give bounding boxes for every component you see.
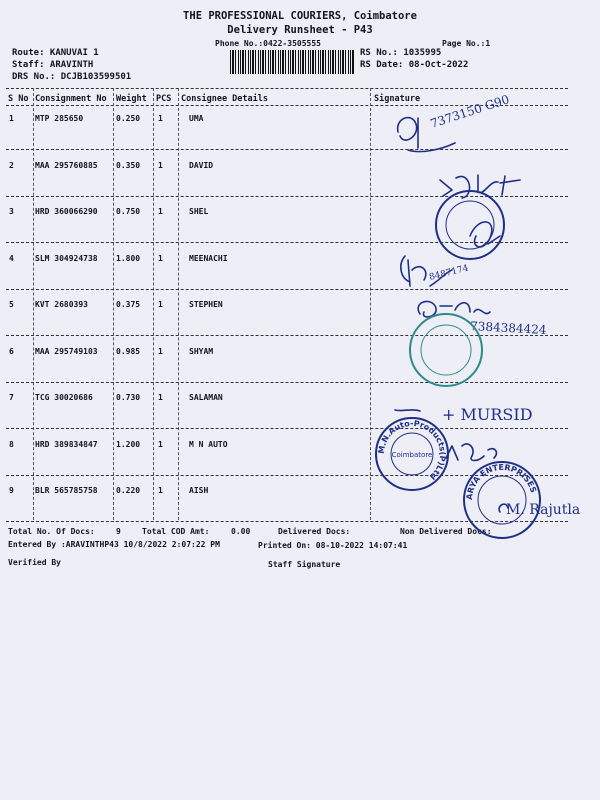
row-consignee: SHEL [189,207,209,216]
row-consignee: M N AUTO [189,439,228,449]
page-number: Page No.:1 [442,39,491,48]
row-pcs: 1 [158,300,163,309]
col-header-signature: Signature [374,94,421,104]
stamp-arya [464,462,540,538]
route: Route: KANUVAI 1 [12,48,99,58]
non-delivered-docs-label: Non Delivered Docs: [400,527,492,536]
row-pcs: 1 [158,207,163,216]
stamp-row-3 [436,191,504,259]
row-consignee: AISH [189,486,209,495]
company-name: THE PROFESSIONAL COURIERS, Coimbatore [183,10,417,22]
row-consignment-no: KVT 2680393 [35,300,88,309]
row-sno: 2 [9,160,14,170]
row-weight: 0.730 [116,393,141,402]
row-consignee: SALAMAN [189,393,223,402]
row-consignee: SHYAM [189,346,214,356]
row-consignment-no: MTP 285650 [35,114,84,123]
row-pcs: 1 [158,346,163,356]
row-sno: 4 [9,253,14,263]
row-sno: 3 [9,207,14,216]
row-sno: 9 [9,486,14,495]
row-weight: 0.220 [116,486,141,495]
row-pcs: 1 [158,393,163,402]
row-consignment-no: HRD 360066290 [35,207,98,216]
row-consignee: MEENACHI [189,253,228,263]
total-docs-label: Total No. Of Docs: [8,527,95,536]
col-header-sno: S No [8,94,29,104]
row-consignment-no: SLM 304924738 [35,253,98,263]
sig9-name-note: M. Rajutla [506,502,581,518]
row-consignee: DAVID [189,160,214,170]
staff: Staff: ARAVINTH [12,60,94,70]
row-consignment-no: BLR 565785758 [35,486,98,495]
row-pcs: 1 [158,486,163,495]
sig4-phone-note: 8487174 [428,263,470,283]
sig7-name-note: + MURSID [442,405,533,424]
row-sno: 7 [9,393,14,402]
col-header-weight: Weight [116,94,147,104]
stamp-mn-center-text: Coimbatore [391,451,433,459]
staff-signature-label: Staff Signature [268,560,341,569]
row-sno: 8 [9,439,14,449]
row-sno: 5 [9,300,14,309]
rs-number: RS No.: 1035995 [360,48,442,58]
entered-by: Entered By :ARAVINTHP43 10/8/2022 2:07:22 PM [8,540,220,549]
total-cod-label: Total COD Amt: [142,527,210,536]
row-pcs: 1 [158,114,163,123]
row-consignment-no: HRD 389834847 [35,439,98,449]
drs-number: DRS No.: DCJB103599501 [12,72,132,82]
signature-row-7 [395,410,420,411]
total-cod-value: 0.00 [231,527,251,536]
row-weight: 0.750 [116,207,141,216]
stamp-arya-ring-text: ARYA ENTERPRISES [464,462,538,501]
sig5-phone-note: 7384384424 [469,319,547,337]
verified-by: Verified By [8,558,61,567]
printed-on: Printed On: 08-10-2022 14:07:41 [258,541,408,550]
row-sno: 6 [9,346,14,356]
row-pcs: 1 [158,439,163,449]
row-consignment-no: MAA 295760885 [35,160,98,170]
col-header-consignment: Consignment No [35,94,107,104]
stamp-row-6 [410,314,482,386]
stamp-mn-ring-text: M.N.Auto-Products(P)Ltd [376,418,448,482]
signature-row-8 [446,444,496,461]
col-header-consignee: Consignee Details [181,94,268,104]
total-docs-value: 9 [116,527,121,536]
row-consignee: STEPHEN [189,300,223,309]
phone-number: Phone No.:0422-3505555 [215,39,321,48]
row-pcs: 1 [158,160,163,170]
row-consignment-no: TCG 30020686 [35,393,93,402]
row-weight: 1.800 [116,253,141,263]
stamp-mn-auto [376,418,448,490]
svg-text:ARYA ENTERPRISES [465,463,538,500]
row-weight: 0.350 [116,160,141,170]
sheet-title: Delivery Runsheet - P43 [227,24,373,36]
rs-date: RS Date: 08-Oct-2022 [360,60,469,70]
row-weight: 0.250 [116,114,141,123]
row-pcs: 1 [158,253,163,263]
row-weight: 1.200 [116,439,141,449]
row-consignee: UMA [189,114,204,123]
signature-row-2 [440,175,520,198]
delivered-docs-label: Delivered Docs: [278,527,351,536]
col-header-pcs: PCS [156,94,172,104]
row-sno: 1 [9,114,14,123]
row-weight: 0.375 [116,300,141,309]
row-consignment-no: MAA 295749103 [35,346,98,356]
sig1-phone-note: 7373150 G90 [428,92,512,131]
row-weight: 0.985 [116,346,141,356]
